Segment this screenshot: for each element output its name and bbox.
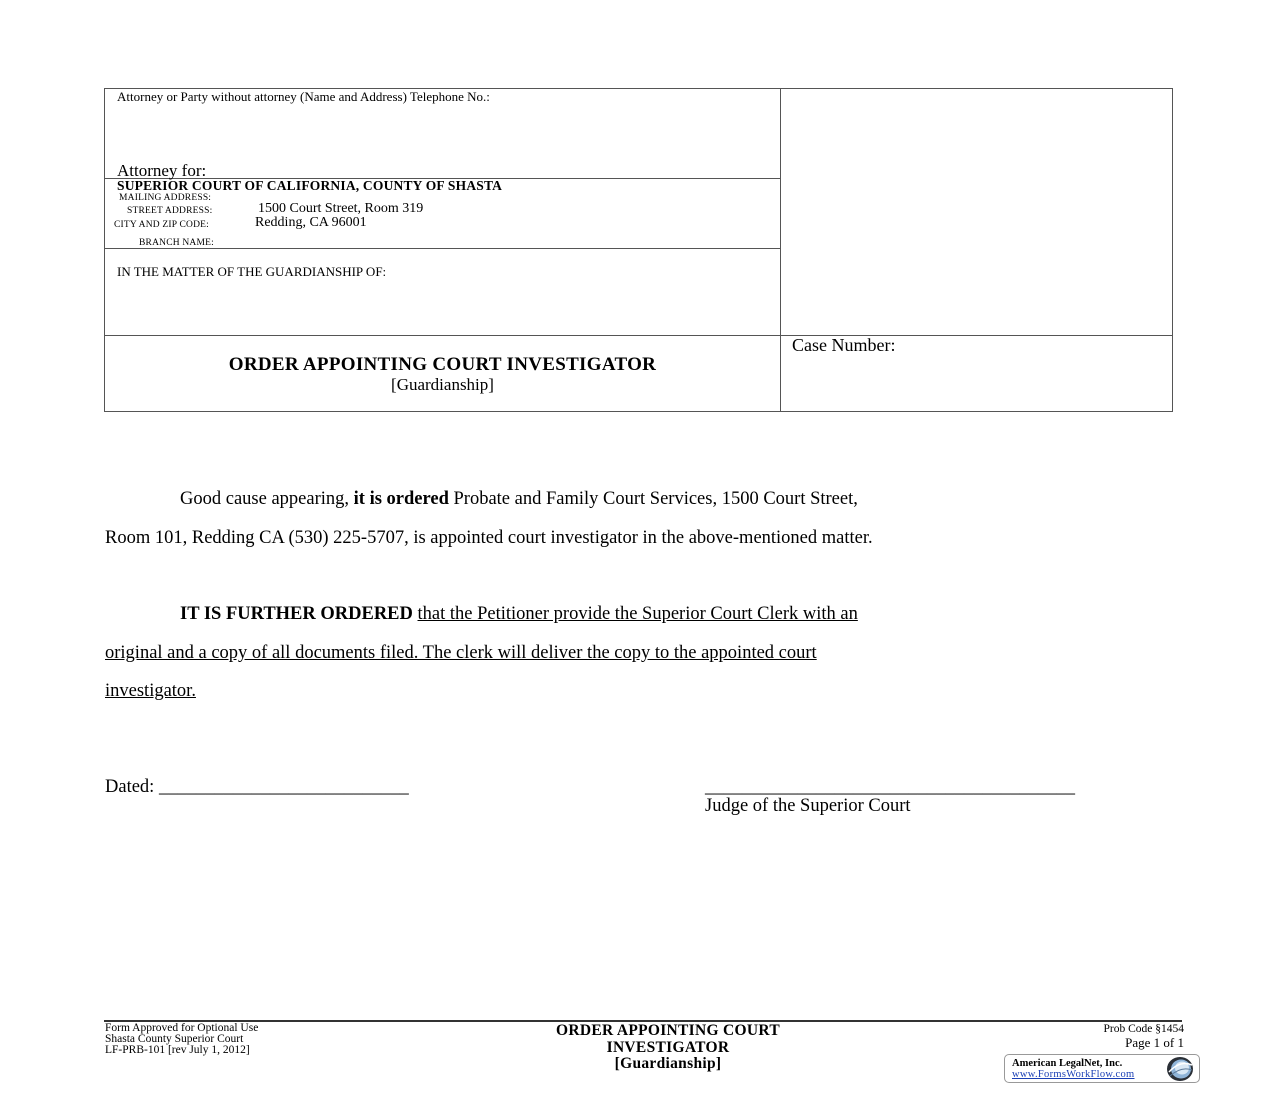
dated-row [105,777,409,797]
judge-signature-line[interactable]: ________________________________________ [705,777,1075,797]
caption-box [104,88,1173,412]
order-bold-text: it is ordered [353,489,449,509]
city-zip-label: CITY AND ZIP CODE: [114,220,209,230]
attorney-for-label: Attorney for: [117,161,207,180]
order-intro-text: Good cause appearing, [180,489,354,509]
caption-divider-vertical [780,89,781,411]
footer-title-line-3: [Guardianship] [614,1055,722,1072]
further-order-bold: IT IS FURTHER ORDERED [180,604,413,624]
matter-label: IN THE MATTER OF THE GUARDIANSHIP OF: [117,264,387,279]
footer-page-number: Page 1 of 1 [1125,1035,1184,1050]
judge-label: Judge of the Superior Court [705,796,911,816]
further-order-line-1 [180,604,858,624]
footer-right [1000,1023,1184,1051]
further-order-line1-rest: that the Petitioner provide the Superior Court Clerk with an [417,604,858,624]
attorney-name-address-field[interactable] [117,104,767,160]
street-address-value: 1500 Court Street, Room 319 [258,201,424,216]
footer-left [105,1023,258,1056]
footer-court-text: Shasta County Superior Court [105,1033,244,1045]
mailing-address-label: MAILING ADDRESS: [119,193,212,203]
dated-label: Dated: [105,777,155,797]
street-address-label: STREET ADDRESS: [127,206,213,216]
case-number-field[interactable] [792,359,1162,407]
case-number-label: Case Number: [792,335,896,355]
attorney-label: Attorney or Party without attorney (Name and Address) Telephone No.: [117,89,490,104]
further-order-line-2: original and a copy of all documents filed. The clerk will deliver the copy to the appointed court [105,643,817,663]
footer-title-line-1: ORDER APPOINTING COURT [556,1022,780,1039]
footer-center [468,1023,868,1073]
order-paragraph-1-line-2: Room 101, Redding CA (530) 225-5707, is appointed court investigator in the above-mentioned matter. [105,528,873,548]
footer-approval-text: Form Approved for Optional Use [105,1022,259,1034]
form-subtitle: [Guardianship] [391,375,494,394]
legalnet-company: American LegalNet, Inc. [1012,1058,1123,1069]
branch-name-label: BRANCH NAME: [139,238,214,248]
guardianship-of-field[interactable] [117,281,767,329]
clerk-filing-stamp-area [782,89,1172,334]
form-title: ORDER APPOINTING COURT INVESTIGATOR [228,354,657,375]
order-paragraph-1-line-1 [180,489,858,509]
legalnet-url-link[interactable]: www.FormsWorkFlow.com [1012,1069,1135,1080]
dated-field[interactable]: ___________________________ [158,777,409,797]
further-order-line-3: investigator. [105,681,196,701]
caption-divider-court [105,248,780,249]
caption-divider-title [105,335,1173,336]
order-line1-rest: Probate and Family Court Services, 1500 Court Street, [448,489,858,509]
city-zip-value: Redding, CA 96001 [255,215,367,230]
globe-icon [1165,1056,1195,1082]
footer-form-number: LF-PRB-101 [rev July 1, 2012] [105,1044,250,1056]
legalnet-badge[interactable] [1004,1054,1200,1083]
footer-title-line-2: INVESTIGATOR [606,1038,730,1056]
court-name: SUPERIOR COURT OF CALIFORNIA, COUNTY OF SHASTA [117,178,503,193]
footer-prob-code: Prob Code §1454 [1103,1023,1184,1035]
